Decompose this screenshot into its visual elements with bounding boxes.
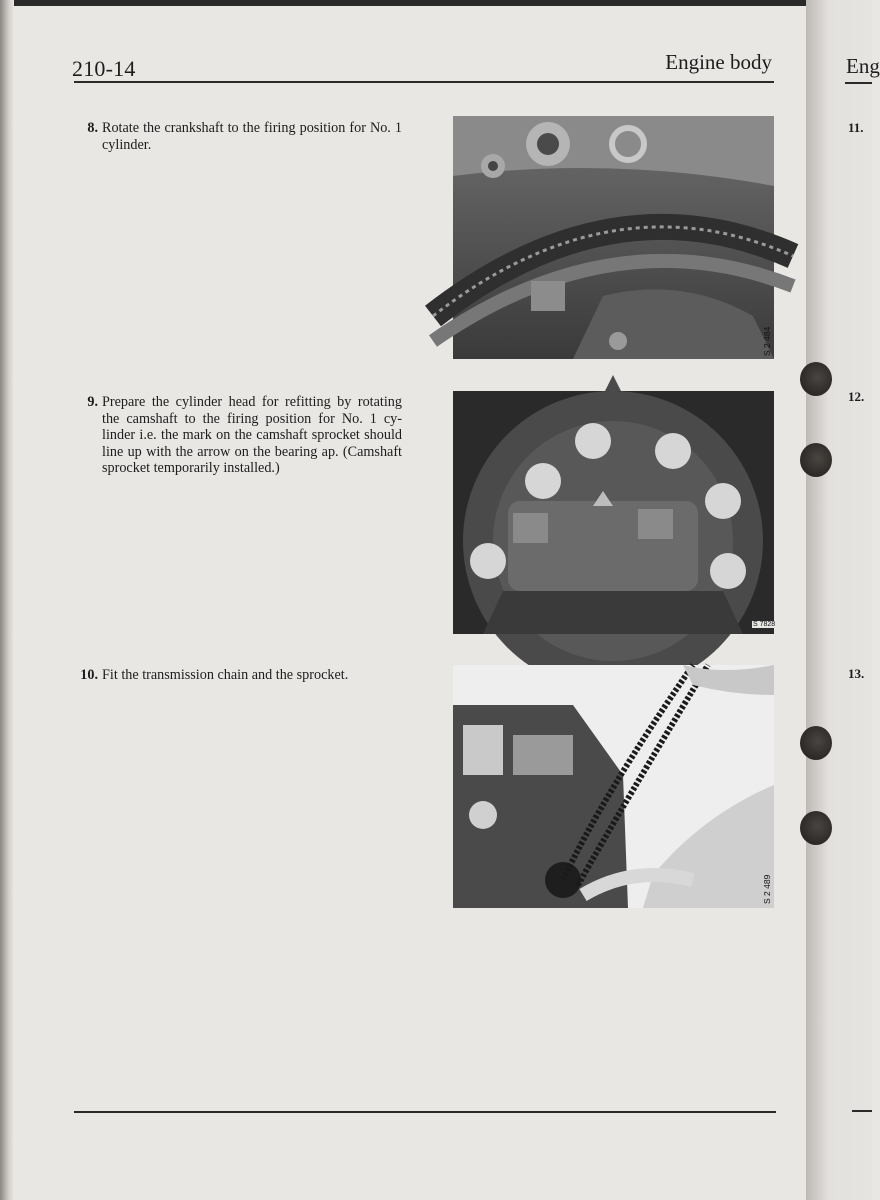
- page-number: 210-14: [72, 56, 136, 81]
- flywheel-photo: [453, 116, 774, 359]
- section-title: Engine body: [665, 50, 772, 74]
- facing-page-title: Eng: [846, 54, 880, 78]
- flywheel-illustration: [453, 116, 774, 359]
- facing-step-number: 11.: [848, 120, 864, 135]
- step-text: Rotate the crankshaft to the firing position for No. 1 cylinder.: [102, 120, 402, 153]
- step-9: [72, 394, 402, 477]
- step-number: 8.: [87, 120, 98, 136]
- step-number: 9.: [87, 394, 98, 410]
- header-rule: [74, 81, 774, 83]
- sprocket-illustration: [453, 391, 774, 634]
- figure-ref: S 2 489: [762, 874, 772, 904]
- punch-hole: [800, 362, 832, 396]
- figure-ref: S 2 484: [762, 326, 772, 356]
- binding-edge: [0, 0, 14, 1200]
- scan-top-edge: [0, 0, 872, 6]
- punch-hole: [800, 726, 832, 760]
- facing-footer-rule: [852, 1110, 872, 1112]
- transmission-chain-photo: [453, 665, 774, 908]
- camshaft-sprocket-photo: [453, 391, 774, 634]
- facing-step-number: 13.: [848, 666, 865, 681]
- step-text: Fit the transmission chain and the sprocket.: [102, 667, 349, 683]
- step-10: [72, 667, 402, 684]
- facing-page-edge: [806, 0, 872, 1200]
- facing-step-number: 12.: [848, 389, 865, 404]
- step-text: Prepare the cylinder head for refitting by rotating the camshaft to the firing position for No. 1 cy-linder i.e. the mark on the camshaft sprocket should line up with the arrow on the bearing ap. (Camshaft sprocket temporarily installed.): [102, 394, 402, 476]
- chain-illustration: [453, 665, 774, 908]
- punch-hole: [800, 811, 832, 845]
- facing-header-rule: [845, 82, 872, 84]
- punch-hole: [800, 443, 832, 477]
- step-number: 10.: [80, 667, 98, 683]
- footer-rule: [74, 1111, 776, 1113]
- step-8: [72, 120, 402, 153]
- figure-ref: S 7828: [753, 621, 776, 628]
